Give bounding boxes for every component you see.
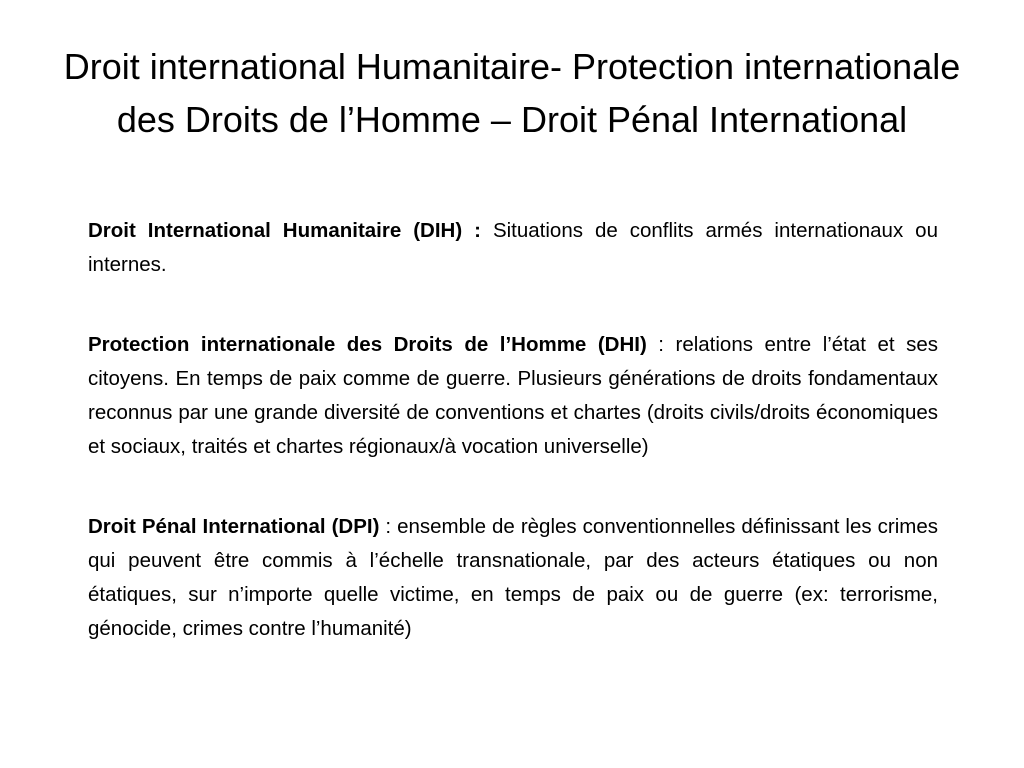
term-dpi: Droit Pénal International (DPI) <box>88 515 380 538</box>
slide-body <box>88 214 938 646</box>
slide-title: Droit international Humanitaire- Protection internationale des Droits de l’Homme – Droit Pénal International <box>63 46 961 140</box>
definition-dih: Situations de conflits armés internationaux ou internes. <box>88 219 938 276</box>
term-dih: Droit International Humanitaire (DIH) : <box>88 219 481 242</box>
definition-dpi: : ensemble de règles conventionnelles définissant les crimes qui peuvent être commis à l’échelle transnationale, par des acteurs étatiques ou non étatiques, sur n’importe quelle victime, en temps de paix ou de guerre (ex: terrorisme, génocide, crimes contre l’humanité) <box>88 515 938 640</box>
definition-dhi: : relations entre l’état et ses citoyens. En temps de paix comme de guerre. Plusieurs générations de droits fondamentaux reconnus par une grande diversité de conventions et chartes (droits civils/droits économiques et sociaux, traités et chartes régionaux/à vocation universelle) <box>88 333 938 458</box>
paragraph-dpi <box>88 510 938 646</box>
term-dhi: Protection internationale des Droits de l’Homme (DHI) <box>88 333 647 356</box>
paragraph-dih <box>88 214 938 282</box>
paragraph-dhi <box>88 328 938 464</box>
